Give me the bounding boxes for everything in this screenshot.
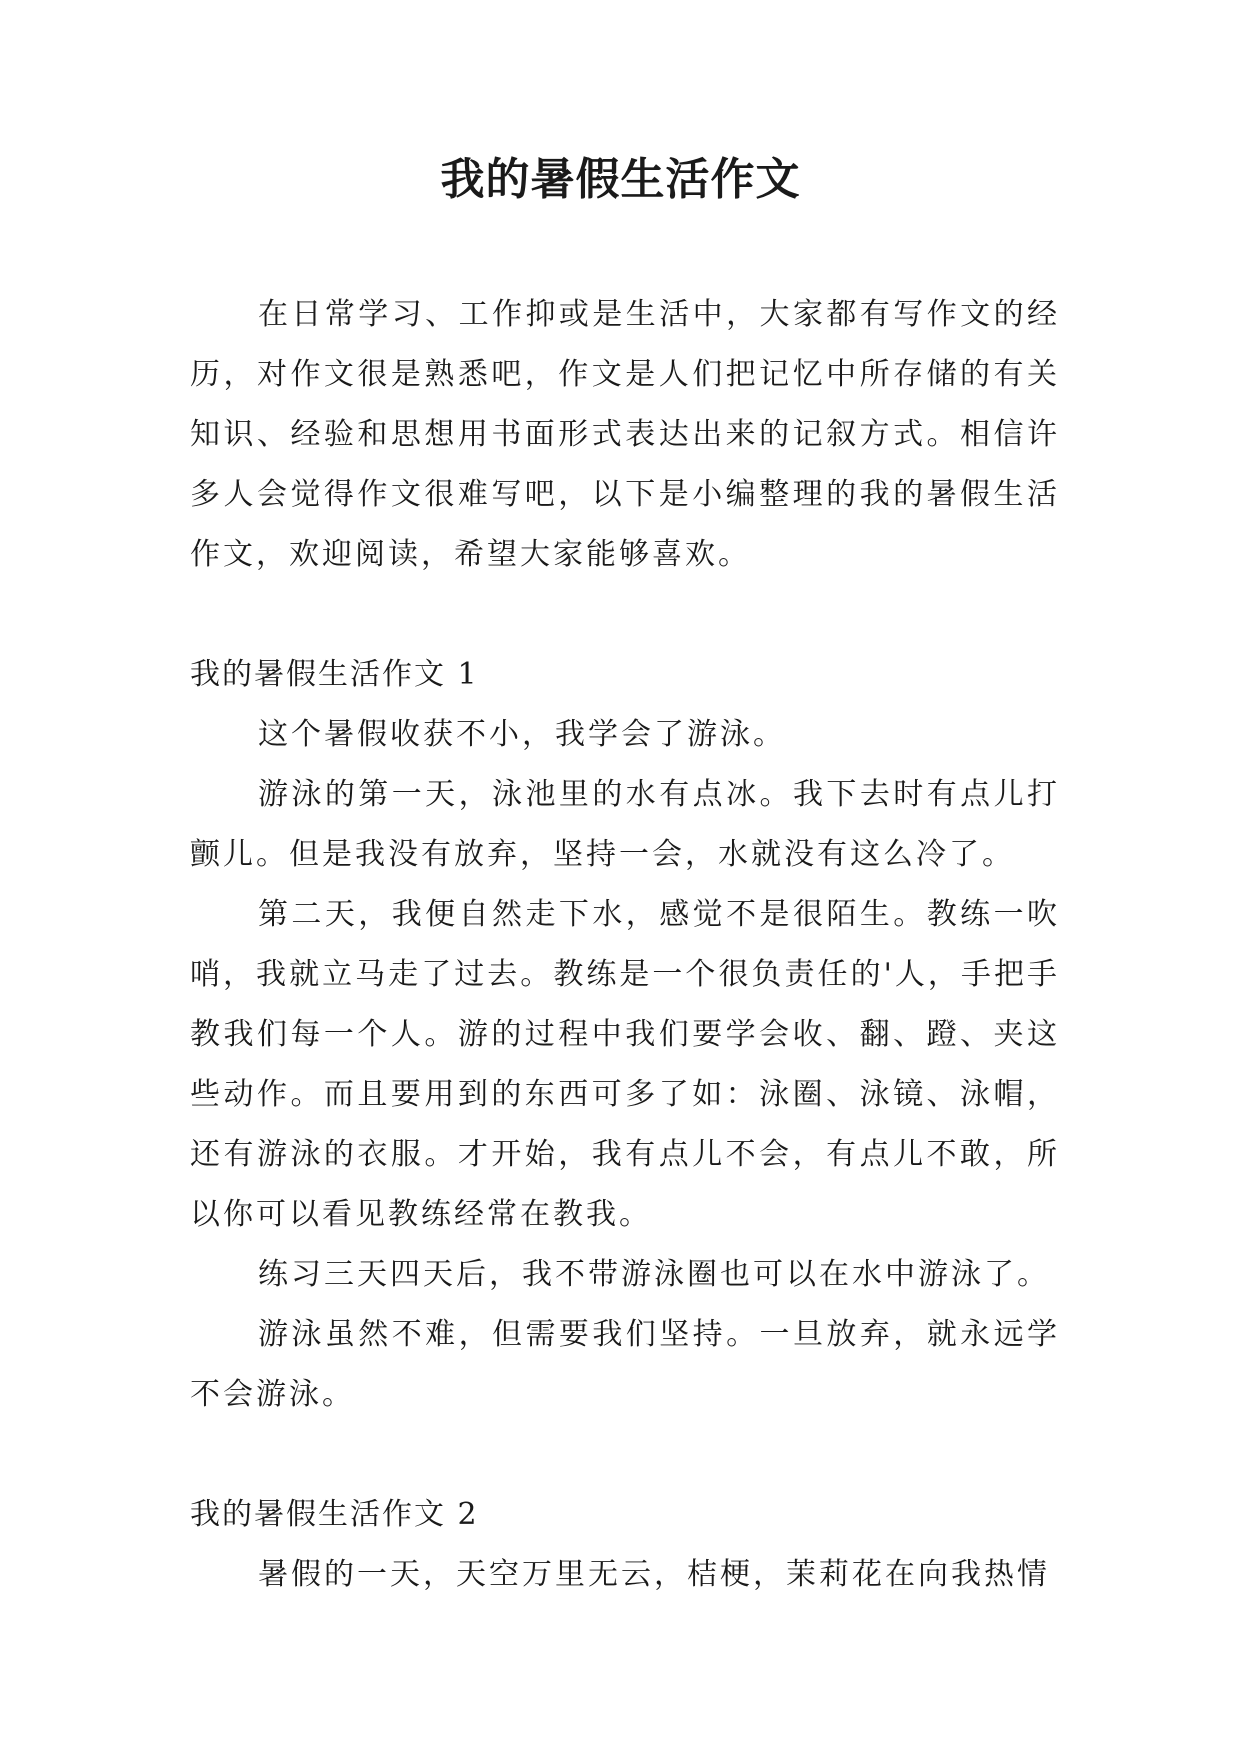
section-1-paragraph: 游泳虽然不难，但需要我们坚持。一旦放弃，就永远学不会游泳。 xyxy=(190,1317,1060,1412)
section-2-paragraph: 暑假的一天，天空万里无云，桔梗，茉莉花在向我热情 xyxy=(258,1557,1050,1592)
section-1-heading: 我的暑假生活作文 1 xyxy=(190,657,479,692)
section-1-paragraph: 这个暑假收获不小，我学会了游泳。 xyxy=(258,717,786,752)
section-1-paragraph: 第二天，我便自然走下水，感觉不是很陌生。教练一吹哨，我就立马走了过去。教练是一个很负责任的'人，手把手教我们每一个人。游的过程中我们要学会收、翻、蹬、夹这些动作。而且要用到的东西可多了如：泳圈、泳镜、泳帽，还有游泳的衣服。才开始，我有点儿不会，有点儿不敢，所以你可以看见教练经常在教我。 xyxy=(190,897,1060,1232)
intro-paragraph: 在日常学习、工作抑或是生活中，大家都有写作文的经历，对作文很是熟悉吧，作文是人们把记忆中所存储的有关知识、经验和思想用书面形式表达出来的记叙方式。相信许多人会觉得作文很难写吧，以下是小编整理的我的暑假生活作文，欢迎阅读，希望大家能够喜欢。 xyxy=(190,297,1060,572)
section-spacer xyxy=(190,1425,1060,1485)
document-body xyxy=(190,285,1060,1605)
section-1-paragraph: 练习三天四天后，我不带游泳圈也可以在水中游泳了。 xyxy=(258,1257,1050,1292)
section-spacer xyxy=(190,585,1060,645)
section-1-paragraph: 游泳的第一天，泳池里的水有点冰。我下去时有点儿打颤儿。但是我没有放弃，坚持一会，水就没有这么冷了。 xyxy=(190,777,1060,872)
document-title: 我的暑假生活作文 xyxy=(440,154,801,205)
section-2-heading: 我的暑假生活作文 2 xyxy=(190,1497,479,1532)
